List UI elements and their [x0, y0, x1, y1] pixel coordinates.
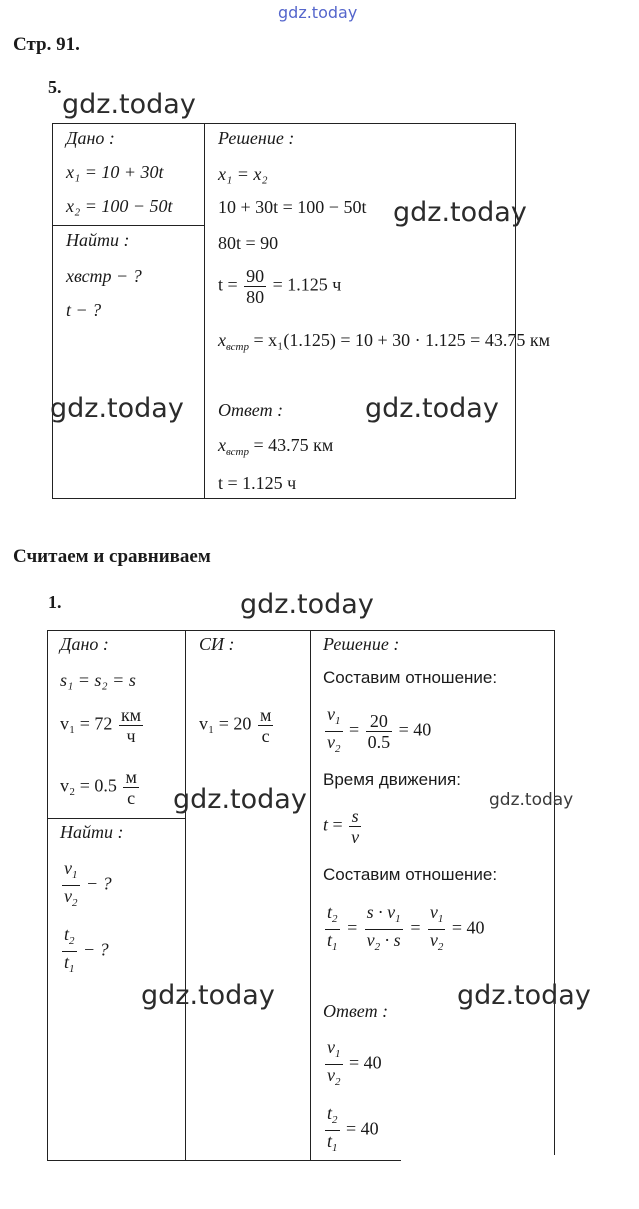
task5-step4	[218, 266, 341, 307]
task5-find-xvstr: xвстр − ?	[66, 266, 142, 286]
task5-given-divider	[52, 225, 204, 226]
task1-find-label: Найти :	[60, 822, 124, 842]
task1-step-text1: Составим отношение:	[323, 668, 498, 687]
task5-step3: 80t = 90	[218, 233, 279, 253]
task1-given-s: s₁ = s₂ = s	[60, 670, 136, 690]
watermark: gdz.today	[489, 790, 574, 810]
task5-given-x1: x₁ = 10 + 30t	[66, 162, 164, 182]
task5-step4-fraction	[244, 266, 266, 307]
task5-answer-x-rhs: = 43.75 км	[253, 435, 334, 455]
task1-si-v1	[199, 705, 275, 746]
task1-given-v2	[60, 767, 141, 808]
task5-step5-rhs: = x₁(1.125) = 10 + 30 · 1.125 = 43.75 км	[253, 330, 550, 350]
watermark: gdz.today	[365, 393, 499, 424]
watermark: gdz.today	[457, 980, 591, 1011]
task5-divider	[204, 123, 205, 499]
task1-right-border	[554, 630, 555, 1155]
task5-given-x2: x₂ = 100 − 50t	[66, 196, 173, 216]
section-title: Считаем и сравниваем	[13, 546, 211, 567]
task5-step4-rhs: = 1.125 ч	[272, 274, 342, 295]
fraction-denominator: v	[351, 827, 360, 847]
task5-step2: 10 + 30t = 100 − 50t	[218, 197, 367, 217]
time-fraction	[349, 806, 361, 847]
task5-step4-lhs: t =	[218, 274, 238, 295]
fraction-numerator: 20	[366, 711, 393, 732]
task1-given-v2-lhs: v₂ = 0.5	[60, 775, 117, 796]
task1-step-final: $\frac{t_2}{t_1}$ = $\frac{s \cdot v_1}{v_2 \cdot s}$ = $\frac{v_1}{v_2}$ = 40	[327, 902, 485, 953]
watermark: gdz.today	[393, 197, 527, 228]
task1-step-final-rhs: = 40	[451, 917, 485, 938]
task1-given-divider	[47, 818, 185, 819]
ratio-fraction	[366, 711, 393, 752]
unit-fraction	[119, 705, 143, 746]
task1-answer-v: $\frac{v_1}{v_2}$ = 40	[327, 1037, 382, 1088]
fraction-numerator: км	[120, 705, 142, 725]
unit-fraction	[258, 705, 273, 746]
task1-answer-t: $\frac{t_2}{t_1}$ = 40	[327, 1103, 379, 1154]
task1-step-time: t = $\frac{s}{v}$	[323, 806, 360, 847]
watermark: gdz.today	[62, 89, 196, 120]
task5-step1: x₁ = x₂	[218, 164, 268, 184]
task1-given-v1	[60, 705, 145, 746]
task5-answer-t: t = 1.125 ч	[218, 473, 297, 493]
task1-given-v1-lhs: v₁ = 72	[60, 713, 113, 734]
task1-answer-t-rhs: = 40	[346, 1118, 379, 1139]
task1-divider-1	[185, 630, 186, 1160]
task5-find-label: Найти :	[66, 230, 130, 250]
watermark: gdz.today	[240, 589, 374, 620]
fraction-denominator: ч	[126, 726, 136, 746]
task5-step5: $x_{встр} = x_1(1.125) = 10 + 30 \cdot 1.125 = 43.75$ км	[218, 330, 550, 353]
task1-find-t-ratio: $\frac{t_2}{t_1}$ − ?	[64, 924, 109, 975]
watermark: gdz.today	[173, 784, 307, 815]
task1-given-label: Дано :	[60, 634, 109, 654]
task5-given-label: Дано :	[66, 128, 115, 148]
task5-number: 5.	[48, 77, 62, 97]
task1-number: 1.	[48, 592, 62, 612]
task1-solution-label: Решение :	[323, 634, 400, 654]
task1-top-border	[47, 630, 555, 631]
fraction-numerator: 90	[246, 266, 265, 286]
fraction-denominator: с	[261, 726, 270, 746]
task1-step-ratio-rhs: = 40	[398, 719, 432, 740]
task1-find-v-ratio: $\frac{v_1}{v_2}$ − ?	[64, 858, 112, 909]
page-header: Стр. 91.	[13, 34, 80, 55]
task1-answer-label: Ответ :	[323, 1001, 389, 1021]
watermark: gdz.today	[50, 393, 184, 424]
task1-divider-2	[310, 630, 311, 1160]
task1-si-v1-lhs: v₁ = 20	[199, 713, 252, 734]
unit-fraction	[123, 767, 138, 808]
watermark-top: gdz.today	[278, 3, 358, 22]
task5-find-t: t − ?	[66, 300, 102, 320]
task1-step-ratio: $\frac{v_1}{v_2}$ = $\frac{20}{0.5}$ = 40	[327, 704, 432, 755]
fraction-denominator: 0.5	[367, 732, 391, 752]
fraction-numerator: м	[125, 767, 137, 787]
fraction-denominator: с	[127, 788, 136, 808]
fraction-denominator: 80	[246, 287, 265, 307]
task5-answer-x: $x_{встр} = 43.75$ км	[218, 435, 334, 458]
task1-bottom-border	[47, 1160, 401, 1161]
watermark: gdz.today	[141, 980, 275, 1011]
task1-step-text3: Составим отношение:	[323, 865, 498, 884]
task1-answer-v-rhs: = 40	[349, 1052, 382, 1073]
task5-answer-label: Ответ :	[218, 400, 284, 420]
task5-solution-label: Решение :	[218, 128, 295, 148]
fraction-numerator: м	[259, 705, 272, 725]
task1-si-label: СИ :	[199, 634, 235, 654]
task1-step-text2: Время движения:	[323, 770, 461, 789]
fraction-numerator: s	[349, 806, 361, 827]
